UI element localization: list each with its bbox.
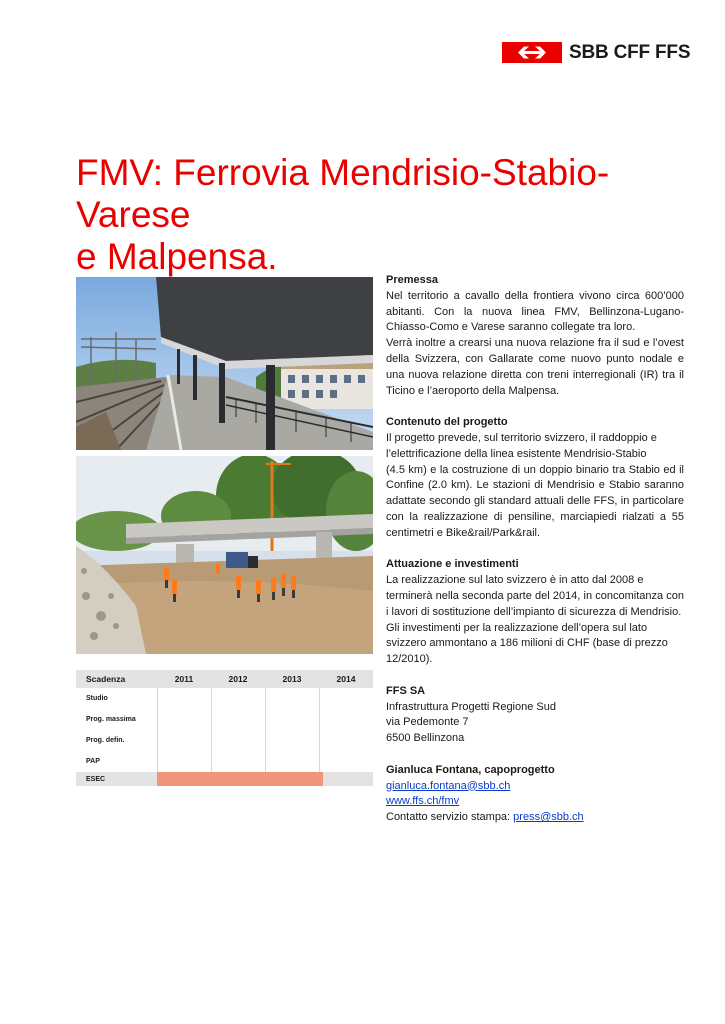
year-2012: 2012	[228, 674, 248, 684]
year-2013: 2013	[282, 674, 302, 684]
row-label: ESEC	[86, 775, 106, 783]
attuazione-para: terminerà nella seconda parte del 2014, in concomitanza con i lavori di sostituzione dell’impianto di sicurezza di Mendrisio.	[386, 589, 684, 618]
attuazione-line-5: 12/2010).	[386, 653, 433, 666]
row-label: PAP	[86, 758, 100, 765]
contenuto-heading: Contenuto del progetto	[386, 416, 508, 429]
attuazione-line-4: svizzero ammontano a 186 milioni di CHF (base di prezzo	[386, 637, 668, 650]
row-label: Studio	[86, 695, 108, 702]
website-link[interactable]: www.ffs.ch/fmv	[386, 795, 460, 808]
attuazione-heading: Attuazione e investimenti	[386, 558, 519, 571]
attuazione-line-3: Gli investimenti per la realizzazione dell’opera sul lato	[386, 621, 648, 634]
year-2014: 2014	[336, 674, 356, 684]
ffs-heading: FFS SA	[386, 684, 426, 697]
ffs-line-2: via Pedemonte 7	[386, 716, 469, 729]
schedule-row-prog-defin	[76, 730, 373, 751]
page-title	[76, 152, 716, 278]
title-line-2: e Malpensa.	[76, 236, 278, 277]
bridge-construction-photo	[76, 456, 373, 654]
contenuto-line-1: Il progetto prevede, sul territorio svizzero, il raddoppio e	[386, 431, 657, 444]
sbb-arrows-icon	[502, 42, 562, 63]
title-line-1: FMV: Ferrovia Mendrisio-Stabio-Varese	[76, 152, 610, 235]
sbb-logo	[502, 42, 690, 63]
attuazione-line-1: La realizzazione sul lato svizzero è in atto dal 2008 e	[386, 574, 644, 587]
schedule-row-pap	[76, 751, 373, 772]
station-platform-photo	[76, 277, 373, 450]
text-column	[386, 273, 684, 826]
press-label: Contatto servizio stampa:	[386, 811, 514, 824]
logo-text: SBB CFF FFS	[569, 41, 691, 63]
schedule-table	[76, 670, 373, 786]
contenuto-para: (4.5 km) e la costruzione di un doppio binario tra Stabio ed il Confine (2.0 km). Le stazioni di Mendrisio e Stabio saranno adattate secondo gli standard attuali delle FFS, in particolare con la realizzazione di pensiline, marciapiedi rialzati a 55 centimetri e Bike&rail/Park&rail.	[386, 463, 684, 539]
premessa-para-1: Nel territorio a cavallo della frontiera vivono circa 600’000 abitanti. Con la nuova linea FMV, Bellinzona-Lugano-Chiasso-Como e Varese saranno collegate tra loro.	[386, 289, 684, 334]
schedule-header-label: Scadenza	[86, 674, 126, 684]
contact-email-link[interactable]: gianluca.fontana@sbb.ch	[386, 779, 511, 792]
row-label: Prog. massima	[86, 716, 136, 723]
schedule-row-esec	[76, 772, 373, 786]
schedule-header-row	[76, 670, 373, 688]
schedule-row-prog-massima	[76, 709, 373, 730]
press-email-link[interactable]: press@sbb.ch	[513, 811, 584, 824]
contact-heading: Gianluca Fontana, capoprogetto	[386, 763, 555, 776]
schedule-row-studio	[76, 688, 373, 709]
contenuto-line-2: l’elettrificazione della linea esistente Mendrisio-Stabio	[386, 447, 647, 460]
year-2011: 2011	[174, 674, 194, 684]
premessa-para-2: Verrà inoltre a crearsi una nuova relazione fra il sud e l’ovest della Svizzera, con Gallarate come nuovo punto nodale e una nuova relazione diretta con treni interregionali (IR) tra il Ticino e l’aeroporto della Malpensa.	[386, 337, 684, 397]
esec-duration-bar	[157, 772, 323, 786]
premessa-heading: Premessa	[386, 274, 438, 286]
ffs-line-3: 6500 Bellinzona	[386, 732, 465, 745]
row-label: Prog. defin.	[86, 737, 125, 744]
ffs-line-1: Infrastruttura Progetti Regione Sud	[386, 700, 556, 713]
